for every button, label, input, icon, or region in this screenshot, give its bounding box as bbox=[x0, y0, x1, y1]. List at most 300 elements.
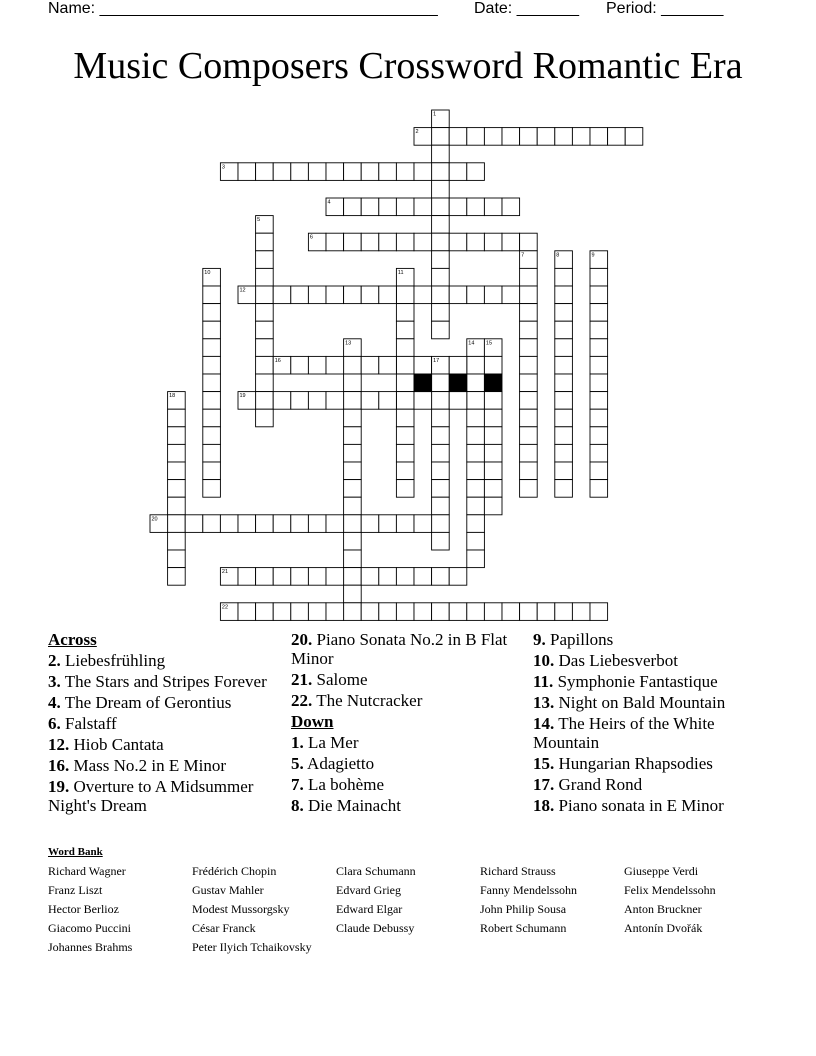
grid-cell[interactable] bbox=[590, 321, 608, 339]
grid-cell[interactable] bbox=[449, 356, 467, 374]
word-bank-item: Edvard Grieg bbox=[336, 883, 401, 897]
grid-cell[interactable] bbox=[396, 356, 414, 374]
grid-cell[interactable] bbox=[344, 233, 362, 251]
across-clue: 3. The Stars and Stripes Forever bbox=[48, 672, 267, 691]
grid-cell[interactable] bbox=[308, 392, 326, 410]
grid-cell[interactable] bbox=[555, 286, 573, 304]
grid-cell[interactable] bbox=[396, 321, 414, 339]
grid-cell[interactable] bbox=[432, 145, 450, 163]
grid-cell[interactable] bbox=[256, 251, 274, 269]
grid-cell[interactable] bbox=[590, 356, 608, 374]
grid-cell[interactable] bbox=[238, 568, 256, 586]
grid-cell[interactable] bbox=[256, 409, 274, 427]
grid-cell[interactable] bbox=[449, 233, 467, 251]
grid-cell[interactable] bbox=[396, 427, 414, 445]
grid-cell[interactable] bbox=[326, 163, 344, 181]
grid-cell[interactable] bbox=[520, 339, 538, 357]
grid-cell[interactable] bbox=[467, 286, 485, 304]
grid-cell[interactable] bbox=[344, 585, 362, 603]
grid-cell[interactable] bbox=[414, 603, 432, 621]
grid-cell[interactable] bbox=[203, 374, 221, 392]
grid-cell[interactable] bbox=[484, 392, 502, 410]
grid-cell[interactable] bbox=[590, 128, 608, 146]
grid-cell[interactable] bbox=[467, 356, 485, 374]
grid-cell[interactable] bbox=[520, 444, 538, 462]
grid-cell[interactable] bbox=[484, 356, 502, 374]
grid-cell[interactable] bbox=[344, 550, 362, 568]
grid-cell[interactable] bbox=[344, 198, 362, 216]
grid-cell[interactable] bbox=[379, 163, 397, 181]
grid-cell[interactable] bbox=[432, 444, 450, 462]
grid-cell[interactable] bbox=[432, 251, 450, 269]
grid-cell[interactable] bbox=[555, 409, 573, 427]
grid-cell[interactable] bbox=[467, 233, 485, 251]
grid-cell[interactable] bbox=[590, 444, 608, 462]
grid-cell[interactable] bbox=[572, 128, 590, 146]
grid-cell[interactable] bbox=[590, 603, 608, 621]
grid-cell[interactable] bbox=[256, 603, 274, 621]
grid-cell[interactable] bbox=[484, 603, 502, 621]
grid-cell[interactable] bbox=[432, 532, 450, 550]
grid-cell[interactable] bbox=[520, 233, 538, 251]
grid-cell[interactable] bbox=[326, 286, 344, 304]
grid-cell[interactable] bbox=[467, 392, 485, 410]
grid-cell[interactable] bbox=[203, 515, 221, 533]
grid-cell[interactable] bbox=[256, 268, 274, 286]
grid-cell[interactable] bbox=[432, 268, 450, 286]
grid-cell[interactable] bbox=[256, 286, 274, 304]
grid-cell[interactable] bbox=[168, 550, 186, 568]
grid-cell[interactable] bbox=[308, 286, 326, 304]
grid-cell[interactable] bbox=[467, 444, 485, 462]
grid-cell[interactable] bbox=[484, 480, 502, 498]
grid-cell[interactable] bbox=[414, 198, 432, 216]
grid-cell[interactable] bbox=[449, 392, 467, 410]
grid-cell[interactable] bbox=[502, 233, 520, 251]
grid-cell[interactable] bbox=[537, 128, 555, 146]
grid-cell[interactable] bbox=[344, 532, 362, 550]
grid-cell[interactable] bbox=[467, 603, 485, 621]
grid-cell[interactable] bbox=[361, 198, 379, 216]
grid-cell[interactable] bbox=[396, 392, 414, 410]
word-bank-item: Gustav Mahler bbox=[192, 883, 264, 897]
grid-cell[interactable] bbox=[168, 532, 186, 550]
grid-cell[interactable] bbox=[502, 198, 520, 216]
grid-cell[interactable] bbox=[608, 128, 626, 146]
grid-cell[interactable] bbox=[361, 568, 379, 586]
grid-black-cell bbox=[414, 374, 432, 392]
down-clue: 8. Die Mainacht bbox=[291, 796, 401, 815]
grid-cell[interactable] bbox=[203, 321, 221, 339]
grid-cell[interactable] bbox=[590, 268, 608, 286]
grid-cell[interactable] bbox=[467, 128, 485, 146]
grid-cell[interactable] bbox=[590, 374, 608, 392]
down-clue: 14. The Heirs of the White Mountain bbox=[533, 714, 715, 752]
grid-cell[interactable] bbox=[414, 515, 432, 533]
word-bank-item: Franz Liszt bbox=[48, 883, 103, 897]
grid-cell[interactable] bbox=[467, 374, 485, 392]
grid-cell[interactable] bbox=[590, 286, 608, 304]
grid-cell[interactable] bbox=[396, 304, 414, 322]
grid-cell[interactable] bbox=[203, 304, 221, 322]
grid-cell[interactable] bbox=[449, 128, 467, 146]
grid-cell[interactable] bbox=[432, 304, 450, 322]
grid-cell[interactable] bbox=[484, 198, 502, 216]
grid-cell[interactable] bbox=[520, 304, 538, 322]
grid-cell[interactable] bbox=[590, 339, 608, 357]
period-field[interactable]: Period: _______ bbox=[606, 0, 724, 17]
grid-cell[interactable] bbox=[396, 374, 414, 392]
grid-cell[interactable] bbox=[220, 515, 238, 533]
grid-cell[interactable] bbox=[273, 515, 291, 533]
grid-cell[interactable] bbox=[344, 462, 362, 480]
grid-cell[interactable] bbox=[396, 568, 414, 586]
clue-number-4: 4 bbox=[327, 199, 331, 206]
down-clue: 11. Symphonie Fantastique bbox=[533, 672, 718, 691]
grid-cell[interactable] bbox=[291, 286, 309, 304]
word-bank-item: Peter Ilyich Tchaikovsky bbox=[192, 940, 312, 954]
grid-cell[interactable] bbox=[590, 304, 608, 322]
grid-cell[interactable] bbox=[291, 515, 309, 533]
clue-number-11: 11 bbox=[397, 269, 404, 276]
grid-cell[interactable] bbox=[590, 427, 608, 445]
grid-cell[interactable] bbox=[414, 163, 432, 181]
grid-cell[interactable] bbox=[414, 568, 432, 586]
grid-cell[interactable] bbox=[432, 321, 450, 339]
grid-cell[interactable] bbox=[203, 480, 221, 498]
grid-cell[interactable] bbox=[414, 286, 432, 304]
across-clue: 19. Overture to A Midsummer Night's Dream bbox=[48, 777, 254, 815]
grid-cell[interactable] bbox=[467, 427, 485, 445]
grid-cell[interactable] bbox=[379, 286, 397, 304]
clues-column-1 bbox=[48, 630, 280, 817]
grid-cell[interactable] bbox=[432, 180, 450, 198]
down-heading: Down bbox=[291, 712, 334, 731]
grid-cell[interactable] bbox=[432, 568, 450, 586]
grid-cell[interactable] bbox=[344, 444, 362, 462]
grid-cell[interactable] bbox=[344, 603, 362, 621]
grid-cell[interactable] bbox=[256, 321, 274, 339]
grid-cell[interactable] bbox=[414, 233, 432, 251]
grid-cell[interactable] bbox=[520, 603, 538, 621]
grid-cell[interactable] bbox=[203, 392, 221, 410]
grid-cell[interactable] bbox=[361, 392, 379, 410]
grid-cell[interactable] bbox=[326, 568, 344, 586]
word-bank-item: Fanny Mendelssohn bbox=[480, 883, 577, 897]
grid-cell[interactable] bbox=[344, 497, 362, 515]
clue-number-5: 5 bbox=[257, 217, 261, 224]
grid-cell[interactable] bbox=[467, 550, 485, 568]
grid-cell[interactable] bbox=[555, 462, 573, 480]
grid-cell[interactable] bbox=[520, 128, 538, 146]
grid-cell[interactable] bbox=[555, 339, 573, 357]
clue-number-13: 13 bbox=[345, 340, 352, 347]
word-bank-item: Clara Schumann bbox=[336, 864, 416, 878]
grid-cell[interactable] bbox=[396, 409, 414, 427]
grid-cell[interactable] bbox=[273, 392, 291, 410]
grid-cell[interactable] bbox=[432, 392, 450, 410]
grid-cell[interactable] bbox=[484, 497, 502, 515]
grid-cell[interactable] bbox=[361, 356, 379, 374]
grid-cell[interactable] bbox=[432, 128, 450, 146]
grid-cell[interactable] bbox=[308, 163, 326, 181]
grid-cell[interactable] bbox=[168, 444, 186, 462]
grid-cell[interactable] bbox=[484, 409, 502, 427]
grid-cell[interactable] bbox=[432, 409, 450, 427]
grid-cell[interactable] bbox=[502, 603, 520, 621]
grid-cell[interactable] bbox=[467, 163, 485, 181]
grid-cell[interactable] bbox=[414, 392, 432, 410]
grid-cell[interactable] bbox=[396, 515, 414, 533]
grid-cell[interactable] bbox=[414, 356, 432, 374]
grid-cell[interactable] bbox=[203, 409, 221, 427]
grid-cell[interactable] bbox=[449, 198, 467, 216]
grid-cell[interactable] bbox=[520, 356, 538, 374]
clue-number-18: 18 bbox=[169, 393, 176, 400]
grid-cell[interactable] bbox=[291, 356, 309, 374]
grid-cell[interactable] bbox=[361, 603, 379, 621]
grid-cell[interactable] bbox=[361, 163, 379, 181]
grid-cell[interactable] bbox=[502, 286, 520, 304]
grid-cell[interactable] bbox=[379, 515, 397, 533]
grid-cell[interactable] bbox=[256, 356, 274, 374]
grid-cell[interactable] bbox=[449, 603, 467, 621]
grid-cell[interactable] bbox=[168, 515, 186, 533]
grid-cell[interactable] bbox=[484, 233, 502, 251]
grid-cell[interactable] bbox=[203, 356, 221, 374]
grid-cell[interactable] bbox=[256, 304, 274, 322]
grid-cell[interactable] bbox=[203, 444, 221, 462]
grid-cell[interactable] bbox=[555, 444, 573, 462]
grid-cell[interactable] bbox=[396, 603, 414, 621]
down-clue: 1. La Mer bbox=[291, 733, 359, 752]
grid-cell[interactable] bbox=[203, 427, 221, 445]
grid-cell[interactable] bbox=[291, 392, 309, 410]
grid-cell[interactable] bbox=[168, 462, 186, 480]
grid-cell[interactable] bbox=[308, 603, 326, 621]
across-clue: 20. Piano Sonata No.2 in B Flat Minor bbox=[291, 630, 508, 668]
across-clue: 12. Hiob Cantata bbox=[48, 735, 164, 754]
clue-number-6: 6 bbox=[309, 234, 313, 241]
grid-cell[interactable] bbox=[273, 603, 291, 621]
grid-cell[interactable] bbox=[396, 286, 414, 304]
grid-cell[interactable] bbox=[344, 163, 362, 181]
grid-cell[interactable] bbox=[256, 515, 274, 533]
grid-cell[interactable] bbox=[168, 480, 186, 498]
across-clue: 6. Falstaff bbox=[48, 714, 117, 733]
grid-cell[interactable] bbox=[326, 356, 344, 374]
grid-cell[interactable] bbox=[396, 163, 414, 181]
grid-cell[interactable] bbox=[308, 515, 326, 533]
grid-cell[interactable] bbox=[484, 286, 502, 304]
grid-cell[interactable] bbox=[291, 603, 309, 621]
grid-cell[interactable] bbox=[467, 198, 485, 216]
grid-cell[interactable] bbox=[555, 392, 573, 410]
grid-cell[interactable] bbox=[520, 427, 538, 445]
grid-cell[interactable] bbox=[361, 515, 379, 533]
grid-cell[interactable] bbox=[432, 480, 450, 498]
grid-cell[interactable] bbox=[555, 480, 573, 498]
grid-cell[interactable] bbox=[467, 462, 485, 480]
grid-cell[interactable] bbox=[273, 163, 291, 181]
grid-cell[interactable] bbox=[396, 462, 414, 480]
grid-cell[interactable] bbox=[291, 163, 309, 181]
grid-cell[interactable] bbox=[555, 356, 573, 374]
grid-cell[interactable] bbox=[379, 356, 397, 374]
grid-cell[interactable] bbox=[590, 480, 608, 498]
grid-cell[interactable] bbox=[308, 568, 326, 586]
grid-cell[interactable] bbox=[520, 409, 538, 427]
word-bank-item: Giuseppe Verdi bbox=[624, 864, 699, 878]
grid-cell[interactable] bbox=[432, 374, 450, 392]
clue-number-21: 21 bbox=[221, 569, 229, 576]
grid-cell[interactable] bbox=[379, 603, 397, 621]
grid-cell[interactable] bbox=[432, 198, 450, 216]
grid-cell[interactable] bbox=[432, 515, 450, 533]
grid-cell[interactable] bbox=[520, 374, 538, 392]
across-clue: 22. The Nutcracker bbox=[291, 691, 423, 710]
grid-cell[interactable] bbox=[344, 409, 362, 427]
grid-cell[interactable] bbox=[185, 515, 203, 533]
grid-cell[interactable] bbox=[379, 198, 397, 216]
grid-cell[interactable] bbox=[520, 268, 538, 286]
grid-cell[interactable] bbox=[520, 462, 538, 480]
grid-cell[interactable] bbox=[396, 233, 414, 251]
grid-cell[interactable] bbox=[326, 515, 344, 533]
grid-cell[interactable] bbox=[590, 409, 608, 427]
grid-cell[interactable] bbox=[484, 444, 502, 462]
grid-cell[interactable] bbox=[168, 568, 186, 586]
grid-cell[interactable] bbox=[256, 339, 274, 357]
grid-cell[interactable] bbox=[555, 321, 573, 339]
grid-cell[interactable] bbox=[396, 198, 414, 216]
grid-cell[interactable] bbox=[203, 286, 221, 304]
grid-cell[interactable] bbox=[590, 462, 608, 480]
grid-cell[interactable] bbox=[432, 427, 450, 445]
grid-cell[interactable] bbox=[520, 286, 538, 304]
grid-cell[interactable] bbox=[449, 286, 467, 304]
grid-cell[interactable] bbox=[273, 568, 291, 586]
grid-cell[interactable] bbox=[396, 444, 414, 462]
grid-cell[interactable] bbox=[432, 603, 450, 621]
clue-number-3: 3 bbox=[221, 164, 225, 171]
clue-number-8: 8 bbox=[556, 252, 560, 259]
grid-cell[interactable] bbox=[326, 603, 344, 621]
grid-black-cell bbox=[484, 374, 502, 392]
grid-cell[interactable] bbox=[291, 568, 309, 586]
date-field[interactable]: Date: _______ bbox=[474, 0, 579, 17]
grid-cell[interactable] bbox=[467, 409, 485, 427]
grid-cell[interactable] bbox=[238, 603, 256, 621]
grid-cell[interactable] bbox=[537, 603, 555, 621]
grid-cell[interactable] bbox=[555, 374, 573, 392]
down-clue: 10. Das Liebesverbot bbox=[533, 651, 678, 670]
clue-number-7: 7 bbox=[521, 252, 525, 259]
grid-cell[interactable] bbox=[555, 427, 573, 445]
grid-cell[interactable] bbox=[256, 392, 274, 410]
grid-cell[interactable] bbox=[396, 480, 414, 498]
grid-cell[interactable] bbox=[379, 233, 397, 251]
grid-cell[interactable] bbox=[625, 128, 643, 146]
grid-cell[interactable] bbox=[467, 480, 485, 498]
grid-cell[interactable] bbox=[238, 163, 256, 181]
grid-cell[interactable] bbox=[432, 286, 450, 304]
grid-cell[interactable] bbox=[379, 568, 397, 586]
across-clue: 4. The Dream of Gerontius bbox=[48, 693, 232, 712]
grid-cell[interactable] bbox=[361, 286, 379, 304]
grid-cell[interactable] bbox=[467, 532, 485, 550]
grid-cell[interactable] bbox=[572, 603, 590, 621]
grid-cell[interactable] bbox=[432, 497, 450, 515]
grid-cell[interactable] bbox=[344, 374, 362, 392]
grid-cell[interactable] bbox=[555, 603, 573, 621]
word-bank-item: César Franck bbox=[192, 921, 256, 935]
grid-cell[interactable] bbox=[326, 392, 344, 410]
grid-cell[interactable] bbox=[361, 233, 379, 251]
grid-cell[interactable] bbox=[555, 128, 573, 146]
grid-cell[interactable] bbox=[344, 356, 362, 374]
grid-cell[interactable] bbox=[168, 427, 186, 445]
grid-cell[interactable] bbox=[467, 497, 485, 515]
word-bank-item: Claude Debussy bbox=[336, 921, 415, 935]
grid-cell[interactable] bbox=[467, 515, 485, 533]
grid-cell[interactable] bbox=[555, 304, 573, 322]
grid-cell[interactable] bbox=[449, 568, 467, 586]
name-field[interactable]: Name: ______________________________________ bbox=[48, 0, 438, 17]
across-clue: 16. Mass No.2 in E Minor bbox=[48, 756, 227, 775]
grid-cell[interactable] bbox=[520, 392, 538, 410]
clue-number-14: 14 bbox=[468, 340, 475, 347]
grid-cell[interactable] bbox=[256, 163, 274, 181]
grid-cell[interactable] bbox=[344, 515, 362, 533]
grid-cell[interactable] bbox=[484, 128, 502, 146]
grid-cell[interactable] bbox=[432, 216, 450, 234]
grid-cell[interactable] bbox=[449, 163, 467, 181]
grid-cell[interactable] bbox=[203, 462, 221, 480]
grid-cell[interactable] bbox=[520, 480, 538, 498]
grid-cell[interactable] bbox=[168, 409, 186, 427]
grid-cell[interactable] bbox=[432, 233, 450, 251]
grid-cell[interactable] bbox=[484, 427, 502, 445]
clue-number-9: 9 bbox=[591, 252, 595, 259]
grid-cell[interactable] bbox=[396, 339, 414, 357]
grid-cell[interactable] bbox=[344, 392, 362, 410]
grid-cell[interactable] bbox=[344, 286, 362, 304]
grid-cell[interactable] bbox=[520, 321, 538, 339]
grid-cell[interactable] bbox=[555, 268, 573, 286]
grid-cell[interactable] bbox=[432, 462, 450, 480]
grid-cell[interactable] bbox=[502, 128, 520, 146]
grid-cell[interactable] bbox=[344, 480, 362, 498]
grid-cell[interactable] bbox=[168, 497, 186, 515]
grid-cell[interactable] bbox=[484, 462, 502, 480]
grid-cell[interactable] bbox=[256, 374, 274, 392]
grid-cell[interactable] bbox=[256, 233, 274, 251]
grid-cell[interactable] bbox=[238, 515, 256, 533]
grid-cell[interactable] bbox=[256, 568, 274, 586]
word-bank-item: Antonín Dvořák bbox=[624, 921, 703, 935]
grid-cell[interactable] bbox=[590, 392, 608, 410]
grid-cell[interactable] bbox=[379, 392, 397, 410]
grid-cell[interactable] bbox=[344, 427, 362, 445]
grid-cell[interactable] bbox=[344, 568, 362, 586]
grid-cell[interactable] bbox=[273, 286, 291, 304]
grid-cell[interactable] bbox=[432, 163, 450, 181]
grid-cell[interactable] bbox=[308, 356, 326, 374]
grid-cell[interactable] bbox=[203, 339, 221, 357]
grid-cell[interactable] bbox=[326, 233, 344, 251]
clue-number-1: 1 bbox=[433, 111, 437, 118]
